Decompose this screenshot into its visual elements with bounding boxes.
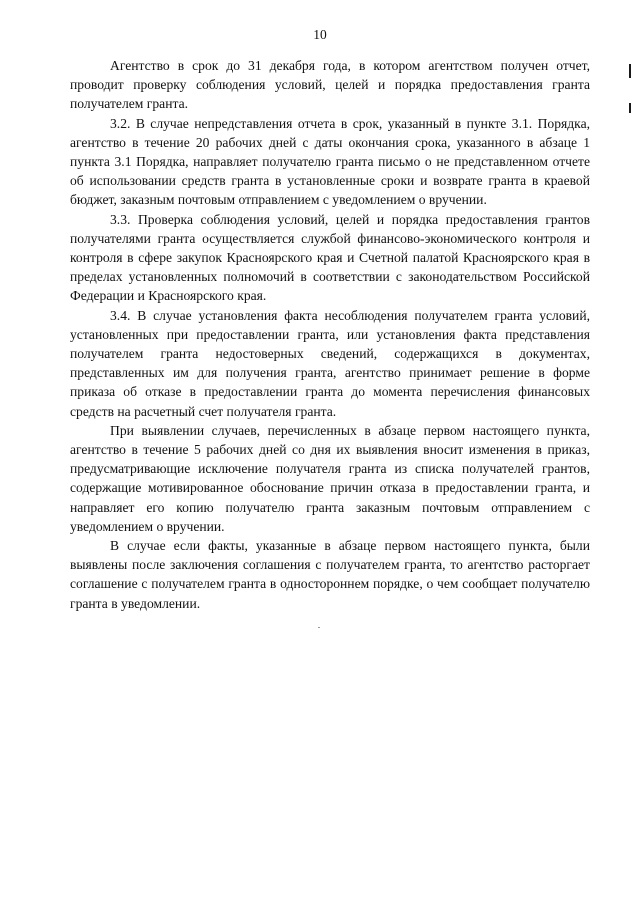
scan-edge-mark: [629, 103, 631, 113]
paragraph-3-2: 3.2. В случае непредставления отчета в срок, указанный в пункте 3.1. Порядка, агентство в течение 20 рабочих дней с даты окончания срока, указанного в абзаце 1 пункта 3.1 Порядка, направляет получателю гранта письмо о не представленном отчете об использовании средств гранта в установленные сроки и возврате гранта в краевой бюджет, заказным почтовым отправлением с уведомлением о вручении.: [70, 115, 590, 208]
scan-edge-mark: [629, 64, 631, 78]
document-body: [70, 56, 590, 613]
paragraph-3-4: 3.4. В случае установления факта несоблюдения получателем гранта условий, установленных при предоставлении гранта, или установления факта представления получателем гранта недостоверных сведений, содержащихся в документах, представленных им для получения гранта, агентство принимает решение в форме приказа об отказе в предоставлении гранта до момента перечисления финансовых средств на расчетный счет получателя гранта.: [70, 307, 590, 419]
paragraph-violations-found: При выявлении случаев, перечисленных в абзаце первом настоящего пункта, агентство в течение 5 рабочих дней со дня их выявления вносит изменения в приказ, предусматривающие исключение получателя гранта из списка получателей грантов, содержащие мотивированное обоснование причин отказа в предоставлении гранта, и направляет его копию получателю гранта заказным почтовым отправлением с уведомлением о вручении.: [70, 422, 590, 534]
scan-speck: [318, 627, 320, 628]
page-number: 10: [313, 27, 327, 42]
paragraph-agency-check-deadline: Агентство в срок до 31 декабря года, в котором агентством получен отчет, проводит проверку соблюдения условий, целей и порядка предоставления гранта получателем гранта.: [70, 58, 590, 112]
paragraph-3-3: 3.3. Проверка соблюдения условий, целей и порядка предоставления грантов получателями гранта осуществляется службой финансово-экономического контроля и контроля в сфере закупок Красноярского края и Счетной палатой Красноярского края в пределах установленных полномочий в соответствии с законодательством Российской Федерации и Красноярского края.: [70, 211, 590, 304]
paragraph-after-agreement: В случае если факты, указанные в абзаце первом настоящего пункта, были выявлены после заключения соглашения с получателем гранта, то агентство расторгает соглашение с получателем гранта в одностороннем порядке, о чем сообщает получателю гранта в уведомлении.: [70, 538, 590, 611]
